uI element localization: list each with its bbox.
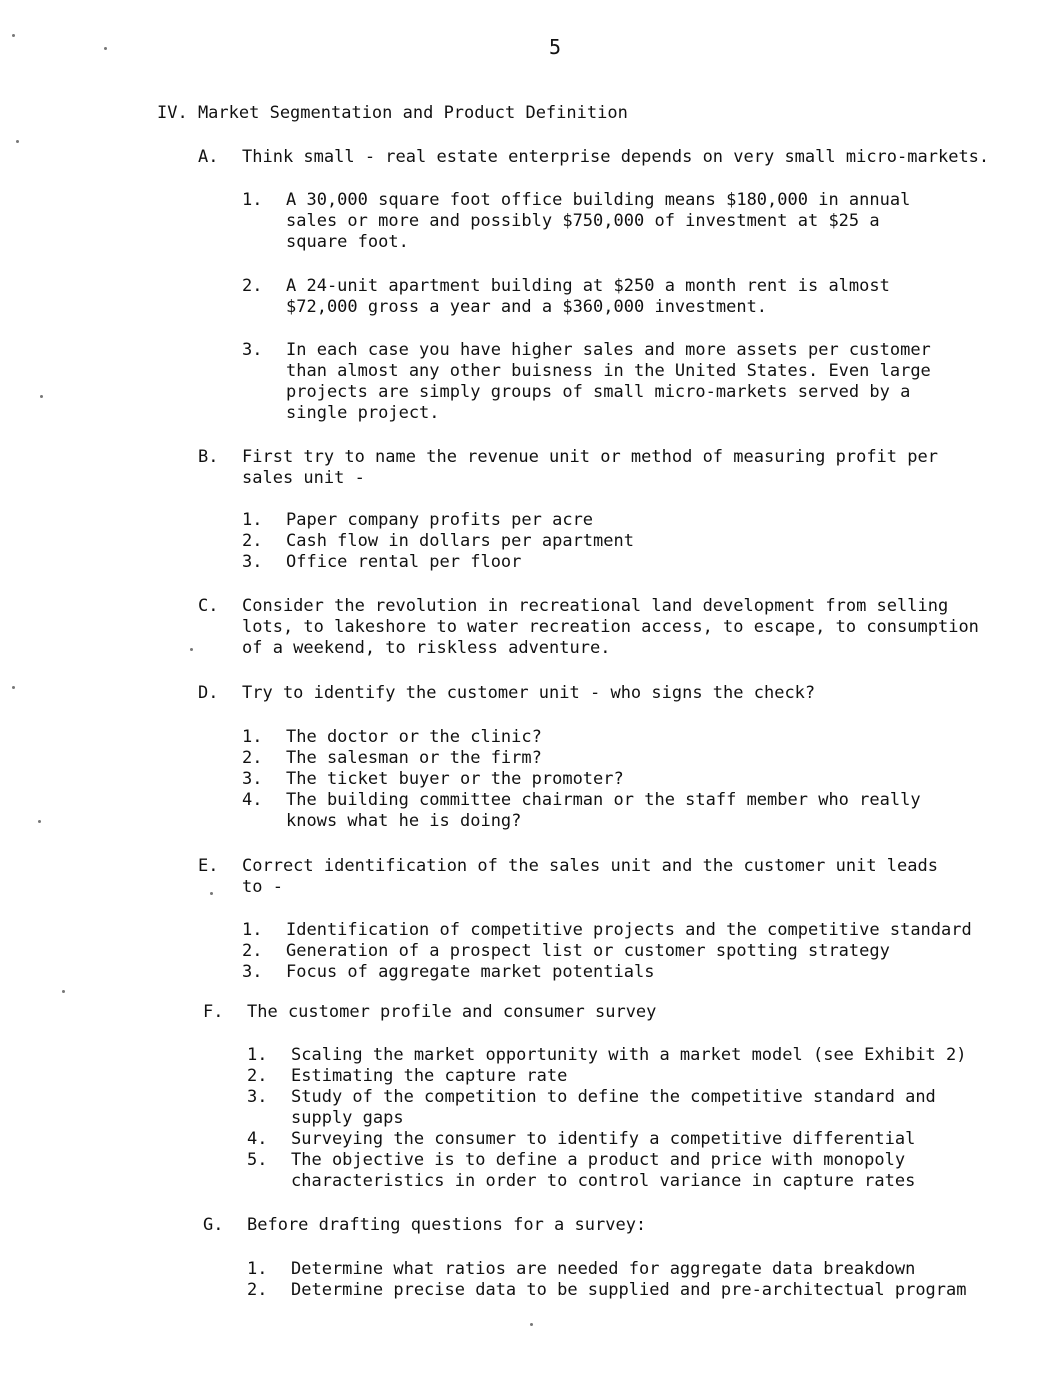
item-number: 3. [242, 552, 263, 572]
list-item [242, 276, 1042, 318]
item-number: 3. [247, 1087, 268, 1107]
item-list-a [242, 190, 1042, 424]
item-text: Office rental per floor [286, 552, 522, 572]
section-letter: F. [203, 1002, 224, 1022]
outline-section-c [198, 596, 1048, 659]
scan-speck [12, 686, 15, 689]
item-number: 1. [242, 190, 263, 210]
item-number: 3. [242, 962, 263, 982]
list-item [242, 920, 1042, 941]
item-text: The building committee chairman or the staff member who really knows what he is doing? [286, 790, 921, 831]
item-number: 4. [247, 1129, 268, 1149]
list-item [242, 727, 1042, 748]
item-text: A 24-unit apartment building at $250 a month rent is almost $72,000 gross a year and a $360,000 investment. [286, 276, 890, 317]
section-heading: IV. Market Segmentation and Product Definition [157, 103, 628, 123]
section-text: Consider the revolution in recreational land development from selling lots, to lakeshore to water recreation access, to escape, to consumption of a weekend, to riskless adventure. [242, 596, 979, 658]
outline-section-a [198, 147, 1048, 168]
item-number: 3. [242, 340, 263, 360]
list-item [242, 962, 1042, 983]
page-number: 5 [549, 35, 562, 59]
item-list-b [242, 510, 1042, 573]
item-number: 5. [247, 1150, 268, 1170]
list-item [242, 941, 1042, 962]
list-item [242, 748, 1042, 769]
item-text: The objective is to define a product and price with monopoly characteristics in order to control variance in capture rates [291, 1150, 916, 1191]
item-text: Paper company profits per acre [286, 510, 594, 530]
list-item [247, 1045, 1047, 1066]
scan-speck [530, 1323, 533, 1326]
item-number: 4. [242, 790, 263, 810]
list-item [242, 531, 1042, 552]
item-number: 2. [247, 1280, 268, 1300]
item-number: 1. [247, 1045, 268, 1065]
list-item [242, 769, 1042, 790]
item-text: Determine what ratios are needed for aggregate data breakdown [291, 1259, 916, 1279]
outline-section-d [198, 683, 1048, 704]
outline-section-g [203, 1215, 1053, 1236]
scan-speck [16, 140, 19, 143]
item-text: The ticket buyer or the promoter? [286, 769, 624, 789]
scan-speck [104, 47, 107, 50]
item-text: Study of the competition to define the competitive standard and supply gaps [291, 1087, 936, 1128]
list-item [242, 510, 1042, 531]
item-text: Identification of competitive projects and the competitive standard [286, 920, 972, 940]
item-text: Cash flow in dollars per apartment [286, 531, 634, 551]
section-text: Try to identify the customer unit - who signs the check? [242, 683, 816, 703]
section-text: Think small - real estate enterprise depends on very small micro-markets. [242, 147, 990, 167]
section-text: First try to name the revenue unit or method of measuring profit per sales unit - [242, 447, 938, 488]
list-item [242, 190, 1042, 253]
list-item [247, 1150, 1047, 1192]
item-number: 3. [242, 769, 263, 789]
list-item [247, 1129, 1047, 1150]
section-letter: E. [198, 856, 219, 876]
item-text: Scaling the market opportunity with a market model (see Exhibit 2) [291, 1045, 967, 1065]
scan-speck [12, 34, 15, 37]
section-letter: C. [198, 596, 219, 616]
item-number: 2. [242, 941, 263, 961]
section-letter: D. [198, 683, 219, 703]
outline-section-b [198, 447, 1048, 489]
item-text: The doctor or the clinic? [286, 727, 542, 747]
outline-section-f [203, 1002, 1053, 1023]
scan-speck [62, 990, 65, 993]
list-item [247, 1280, 1047, 1301]
list-item [242, 552, 1042, 573]
item-list-d [242, 727, 1042, 832]
item-text: The salesman or the firm? [286, 748, 542, 768]
list-item [247, 1066, 1047, 1087]
item-number: 1. [247, 1259, 268, 1279]
item-text: Generation of a prospect list or customer spotting strategy [286, 941, 890, 961]
item-number: 2. [242, 748, 263, 768]
section-text: Before drafting questions for a survey: [247, 1215, 647, 1235]
section-letter: G. [203, 1215, 224, 1235]
section-text: Correct identification of the sales unit and the customer unit leads to - [242, 856, 938, 897]
list-item [247, 1259, 1047, 1280]
item-number: 2. [247, 1066, 268, 1086]
item-text: Estimating the capture rate [291, 1066, 568, 1086]
section-letter: B. [198, 447, 219, 467]
list-item [247, 1087, 1047, 1129]
item-number: 2. [242, 276, 263, 296]
scan-speck [38, 820, 41, 823]
item-text: In each case you have higher sales and more assets per customer than almost any other buisness in the United States. Even large projects are simply groups of small micro-markets served by a single project. [286, 340, 931, 423]
item-text: A 30,000 square foot office building means $180,000 in annual sales or more and possibly $750,000 of investment at $25 a square foot. [286, 190, 911, 252]
scan-speck [210, 892, 213, 895]
section-text: The customer profile and consumer survey [247, 1002, 657, 1022]
item-text: Focus of aggregate market potentials [286, 962, 655, 982]
item-list-f [247, 1045, 1047, 1192]
item-number: 1. [242, 920, 263, 940]
item-list-g [247, 1259, 1047, 1301]
scan-speck [190, 648, 193, 651]
list-item [242, 790, 1042, 832]
item-number: 2. [242, 531, 263, 551]
item-number: 1. [242, 510, 263, 530]
item-text: Determine precise data to be supplied and pre-architectual program [291, 1280, 967, 1300]
outline-section-e [198, 856, 1048, 898]
list-item [242, 340, 1042, 424]
item-number: 1. [242, 727, 263, 747]
section-letter: A. [198, 147, 219, 167]
item-list-e [242, 920, 1042, 983]
item-text: Surveying the consumer to identify a competitive differential [291, 1129, 916, 1149]
scan-speck [40, 395, 43, 398]
